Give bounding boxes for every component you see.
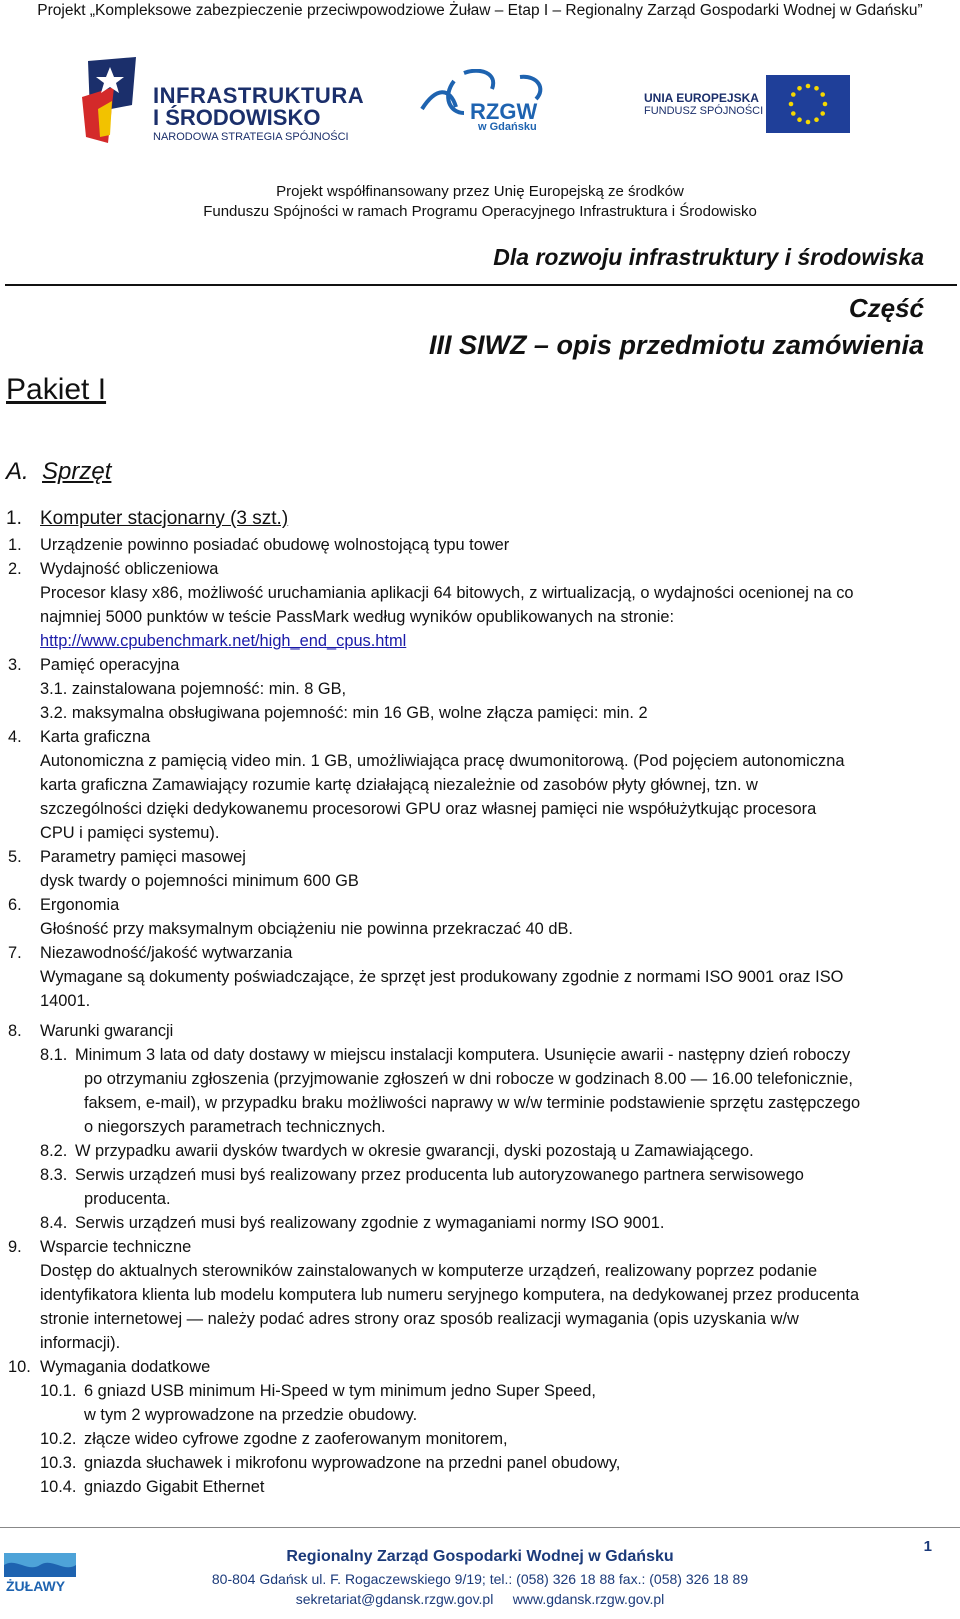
paragraph-line: CPU i pamięci systemu). <box>40 824 220 842</box>
part-label: Część <box>848 293 924 323</box>
list-item: Pamięć operacyjna <box>40 656 180 674</box>
paragraph-line: identyfikatora klienta lub modelu komputera lub numeru seryjnego komputera, na dedykowanej przez producenta <box>40 1286 860 1304</box>
paragraph-line: 14001. <box>40 992 91 1010</box>
sub-item-number: 10.4. <box>40 1478 77 1496</box>
footer-website[interactable]: www.gdansk.rzgw.gov.pl <box>512 1591 665 1607</box>
item-title: Komputer stacjonarny (3 szt.) <box>40 508 289 529</box>
paragraph-line: karta graficzna Zamawiający rozumie kartę działającą niezależnie od zasobów płyty głównej, tzn. w <box>40 776 758 794</box>
sub-item: Serwis urządzeń musi byś realizowany zgodnie z wymaganiami normy ISO 9001. <box>75 1214 665 1232</box>
header-divider <box>5 284 957 286</box>
rzgw-subtitle: w Gdańsku <box>478 121 537 133</box>
sub-item: 3.2. maksymalna obsługiwana pojemność: min 16 GB, wolne złącza pamięci: min. 2 <box>40 704 648 722</box>
list-item-number: 8. <box>8 1022 22 1040</box>
list-item: Warunki gwarancji <box>40 1022 174 1040</box>
list-item: Ergonomia <box>40 896 120 914</box>
section-prefix: A. <box>6 458 29 485</box>
sub-item-number: 8.3. <box>40 1166 68 1184</box>
paragraph-line: o niegorszych parametrach technicznych. <box>84 1118 386 1136</box>
footer-organization: Regionalny Zarząd Gospodarki Wodnej w Gdańsku <box>286 1548 674 1565</box>
list-item-number: 10. <box>8 1358 31 1376</box>
item-heading <box>6 508 289 530</box>
paragraph-line: najmniej 5000 punktów w teście PassMark według wyników opublikowanych na stronie: <box>40 608 675 626</box>
list-item: Parametry pamięci masowej <box>40 848 246 866</box>
paragraph-line: Wymagane są dokumenty poświadczające, że sprzęt jest produkowany zgodnie z normami ISO 9001 oraz ISO <box>40 968 844 986</box>
list-item-number: 4. <box>8 728 22 746</box>
footer-contact <box>0 1591 960 1607</box>
motto: Dla rozwoju infrastruktury i środowiska <box>493 244 924 270</box>
eu-title: UNIA EUROPEJSKA <box>644 91 759 105</box>
list-item-number: 2. <box>8 560 22 578</box>
item-number: 1. <box>6 508 22 529</box>
cofinancing-line-1: Projekt współfinansowany przez Unię Europejską ze środków <box>276 183 684 200</box>
sub-item-number: 10.3. <box>40 1454 77 1472</box>
list-item: Wydajność obliczeniowa <box>40 560 219 578</box>
sub-item: Minimum 3 lata od daty dostawy w miejscu instalacji komputera. Usunięcie awarii - następny dzień roboczy <box>75 1046 851 1064</box>
sub-item-number: 10.1. <box>40 1382 77 1400</box>
page-number: 1 <box>923 1538 932 1555</box>
paragraph-line: Dostęp do aktualnych sterowników zainstalowanych w komputerze urządzeń, realizowany poprzez podanie <box>40 1262 818 1280</box>
list-item: Wsparcie techniczne <box>40 1238 192 1256</box>
infrastruktura-emblem-icon <box>80 57 138 149</box>
list-item-number: 9. <box>8 1238 22 1256</box>
list-item: Wymagania dodatkowe <box>40 1358 211 1376</box>
sub-item-number: 8.1. <box>40 1046 68 1064</box>
eu-flag-icon <box>766 75 850 133</box>
paragraph-line: producenta. <box>84 1190 171 1208</box>
running-header: Projekt „Kompleksowe zabezpieczenie przeciwpowodziowe Żuław – Etap I – Regionalny Zarząd Gospodarki Wodnej w Gdańsku” <box>37 2 923 19</box>
list-item: Karta graficzna <box>40 728 151 746</box>
cofinancing-line-2: Funduszu Spójności w ramach Programu Operacyjnego Infrastruktura i Środowisko <box>203 203 757 220</box>
list-item: Urządzenie powinno posiadać obudowę wolnostojącą typu tower <box>40 536 510 554</box>
paragraph-line: stronie internetowej — należy podać adres strony oraz sposób realizacji wymagania (opis uzyskania w/w <box>40 1310 799 1328</box>
sub-item: 3.1. zainstalowana pojemność: min. 8 GB, <box>40 680 347 698</box>
sub-item-number: 8.4. <box>40 1214 68 1232</box>
sub-item: gniazdo Gigabit Ethernet <box>84 1478 265 1496</box>
infra-strategy: NARODOWA STRATEGIA SPÓJNOŚCI <box>153 131 349 143</box>
paragraph-line: po otrzymaniu zgłoszenia (przyjmowanie zgłoszeń w dni robocze w godzinach 8.00 — 16.00 telefonicznie, <box>84 1070 853 1088</box>
eu-subtitle: FUNDUSZ SPÓJNOŚCI <box>644 105 764 117</box>
footer-email[interactable]: sekretariat@gdansk.rzgw.gov.pl <box>295 1591 494 1607</box>
paragraph-line: w tym 2 wyprowadzone na przedzie obudowy. <box>84 1406 418 1424</box>
footer-address: 80-804 Gdańsk ul. F. Rogaczewskiego 9/19; tel.: (058) 326 18 88 fax.: (058) 326 18 89 <box>211 1571 749 1587</box>
sub-item-number: 10.2. <box>40 1430 77 1448</box>
logos-row <box>0 55 960 155</box>
sub-item: Serwis urządzeń musi byś realizowany przez producenta lub autoryzowanego partnera serwisowego <box>75 1166 804 1184</box>
sub-item: złącze wideo cyfrowe zgodne z zaoferowanym monitorem, <box>84 1430 508 1448</box>
sub-item: 6 gniazd USB minimum Hi-Speed w tym minimum jedno Super Speed, <box>84 1382 596 1400</box>
paragraph-line: Głośność przy maksymalnym obciążeniu nie powinna przekraczać 40 dB. <box>40 920 573 938</box>
paragraph-line: Autonomiczna z pamięcią video min. 1 GB, umożliwiająca pracę dwumonitorową. (Pod pojęciem autonomiczna <box>40 752 845 770</box>
list-item-number: 1. <box>8 536 22 554</box>
specification-body <box>0 535 960 1496</box>
paragraph-line: szczególności dzięki dedykowanemu procesorowi GPU oraz własnej pamięci nie współużytkując procesora <box>40 800 817 818</box>
list-item: Niezawodność/jakość wytwarzania <box>40 944 293 962</box>
paragraph-line: informacji). <box>40 1334 121 1352</box>
list-item-number: 5. <box>8 848 22 866</box>
list-item-number: 3. <box>8 656 22 674</box>
sub-item-number: 8.2. <box>40 1142 68 1160</box>
package-title: Pakiet I <box>6 373 107 406</box>
paragraph-line: dysk twardy o pojemności minimum 600 GB <box>40 872 359 890</box>
list-item-number: 6. <box>8 896 22 914</box>
passmark-link[interactable]: http://www.cpubenchmark.net/high_end_cpus.html <box>40 632 407 650</box>
section-title: Sprzęt <box>42 458 112 485</box>
paragraph-line: Procesor klasy x86, możliwość uruchamiania aplikacji 64 bitowych, z wirtualizacją, o wydajności ocenionej na co <box>40 584 854 602</box>
paragraph-line: faksem, e-mail), w przypadku braku możliwości naprawy w w/w terminie podstawienie sprzętu zastępczego <box>84 1094 861 1112</box>
sub-item: W przypadku awarii dysków twardych w okresie gwarancji, dyski pozostają u Zamawiającego. <box>75 1142 754 1160</box>
infra-subtitle: I ŚRODOWISKO <box>153 105 321 130</box>
part-title: III SIWZ – opis przedmiotu zamówienia <box>428 330 924 360</box>
zulawy-logo-text: ŻUŁAWY <box>6 1578 66 1594</box>
sub-item: gniazda słuchawek i mikrofonu wyprowadzone na przedni panel obudowy, <box>84 1454 621 1472</box>
cofinancing-note <box>0 182 960 222</box>
rzgw-title: RZGW <box>470 99 538 124</box>
section-heading <box>6 458 111 486</box>
footer-divider <box>0 1527 960 1528</box>
infra-title: INFRASTRUKTURA <box>153 83 365 108</box>
list-item-number: 7. <box>8 944 22 962</box>
